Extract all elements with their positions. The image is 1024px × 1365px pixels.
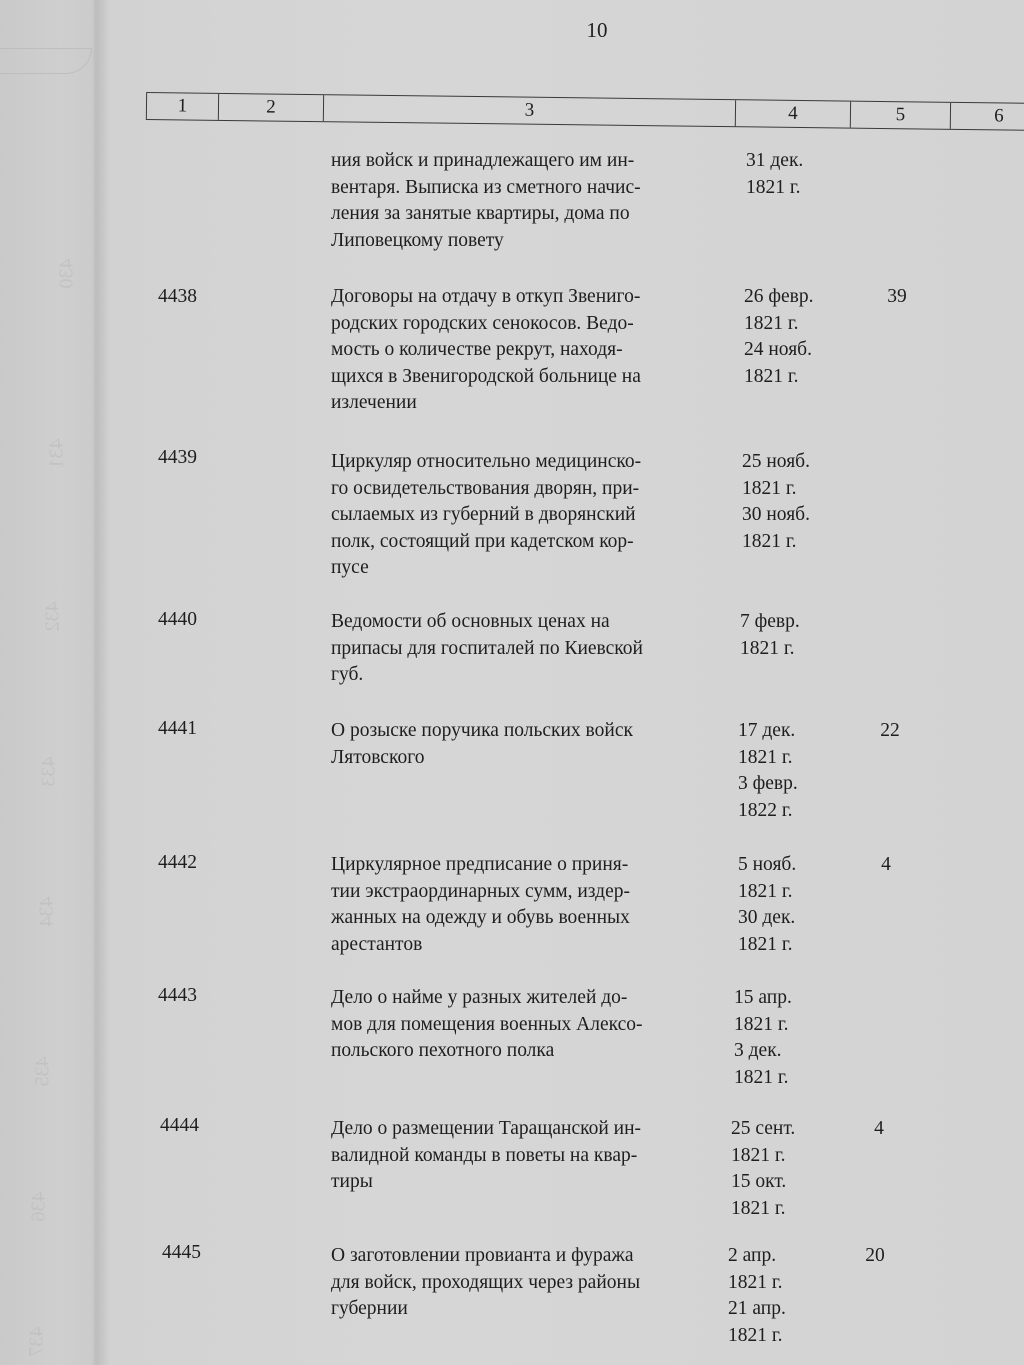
entry-dates: 17 дек. 1821 г. 3 февр. 1822 г. [738, 720, 798, 821]
entry-title: Дело о размещении Таращанской ин- валидной команды в поветы на квар- тиры [331, 1118, 642, 1192]
entry-title: Дело о найме у разных жителей до- мов для помещения военных Алексо- польского пехотного полка [331, 987, 643, 1061]
entry-number: 4439 [158, 447, 197, 468]
column-header-5: 5 [851, 102, 951, 129]
entry-title: Циркуляр относительно медицинско- го освидетельствования дворян, при- сылаемых из губерний в дворянский полк, состоящий при кадетском кор- пусе [331, 451, 642, 578]
entry-sheet-count: 20 [865, 1245, 885, 1266]
entry-dates: 5 нояб. 1821 г. 30 дек. 1821 г. [738, 854, 797, 955]
column-header-1: 1 [147, 93, 219, 120]
entry-number: 4442 [158, 852, 197, 873]
entry-number: 4441 [158, 718, 197, 739]
column-header-6: 6 [994, 105, 1004, 127]
entry-dates: 25 нояб. 1821 г. 30 нояб. 1821 г. [742, 451, 810, 552]
entry-number: 4445 [162, 1242, 201, 1263]
entry-title: ния войск и принадлежащего им ин- вентаря. Выписка из сметного начис- ления за занятые квартиры, дома по Липовецкому повету [331, 150, 641, 251]
entry-title: О заготовлении провианта и фуража для войск, проходящих через районы губернии [331, 1245, 641, 1319]
facing-page-number: 434 [35, 896, 58, 927]
entry-title: Договоры на отдачу в откуп Звениго- родских городских сенокосов. Ведо- мость о количестве рекрут, находя- щихся в Звенигородской больнице на излечении [331, 286, 641, 413]
facing-page-number: 431 [45, 438, 68, 469]
entry-dates: 31 дек. 1821 г. [746, 150, 804, 198]
entry-dates: 2 апр. 1821 г. 21 апр. 1821 г. [728, 1245, 786, 1346]
facing-page-number: 432 [41, 601, 64, 632]
facing-page-number: 435 [31, 1056, 54, 1087]
column-header-row [146, 92, 1024, 131]
entry-dates: 15 апр. 1821 г. 3 дек. 1821 г. [734, 987, 792, 1088]
entry-sheet-count: 39 [887, 286, 907, 307]
facing-page-number: 437 [25, 1326, 48, 1357]
entry-dates: 26 февр. 1821 г. 24 нояб. 1821 г. [744, 286, 814, 387]
entry-dates: 7 февр. 1821 г. [740, 611, 800, 659]
entry-number: 4438 [158, 286, 197, 307]
entry-number: 4443 [158, 985, 197, 1006]
entry-number: 4444 [160, 1115, 199, 1136]
column-header-2: 2 [219, 94, 324, 121]
entry-title: О розыске поручика польских войск Лятовского [331, 720, 633, 768]
entry-title: Циркулярное предписание о приня- тии экстраординарных сумм, издер- жанных на одежду и обувь военных арестантов [331, 854, 630, 955]
entry-number: 4440 [158, 609, 197, 630]
page-number: 10 [586, 18, 608, 42]
entry-sheet-count: 4 [881, 854, 891, 875]
entry-sheet-count: 4 [874, 1118, 884, 1139]
facing-page-number: 433 [37, 756, 60, 787]
facing-page-table-edge [0, 48, 92, 74]
column-header-3: 3 [324, 95, 736, 126]
entry-dates: 25 сент. 1821 г. 15 окт. 1821 г. [731, 1118, 796, 1219]
entry-title: Ведомости об основных ценах на припасы для госпиталей по Киевской губ. [331, 611, 643, 685]
entry-sheet-count: 22 [880, 720, 900, 741]
facing-page-number: 430 [55, 258, 78, 289]
facing-page-number: 436 [27, 1191, 50, 1222]
column-header-4: 4 [736, 100, 851, 127]
